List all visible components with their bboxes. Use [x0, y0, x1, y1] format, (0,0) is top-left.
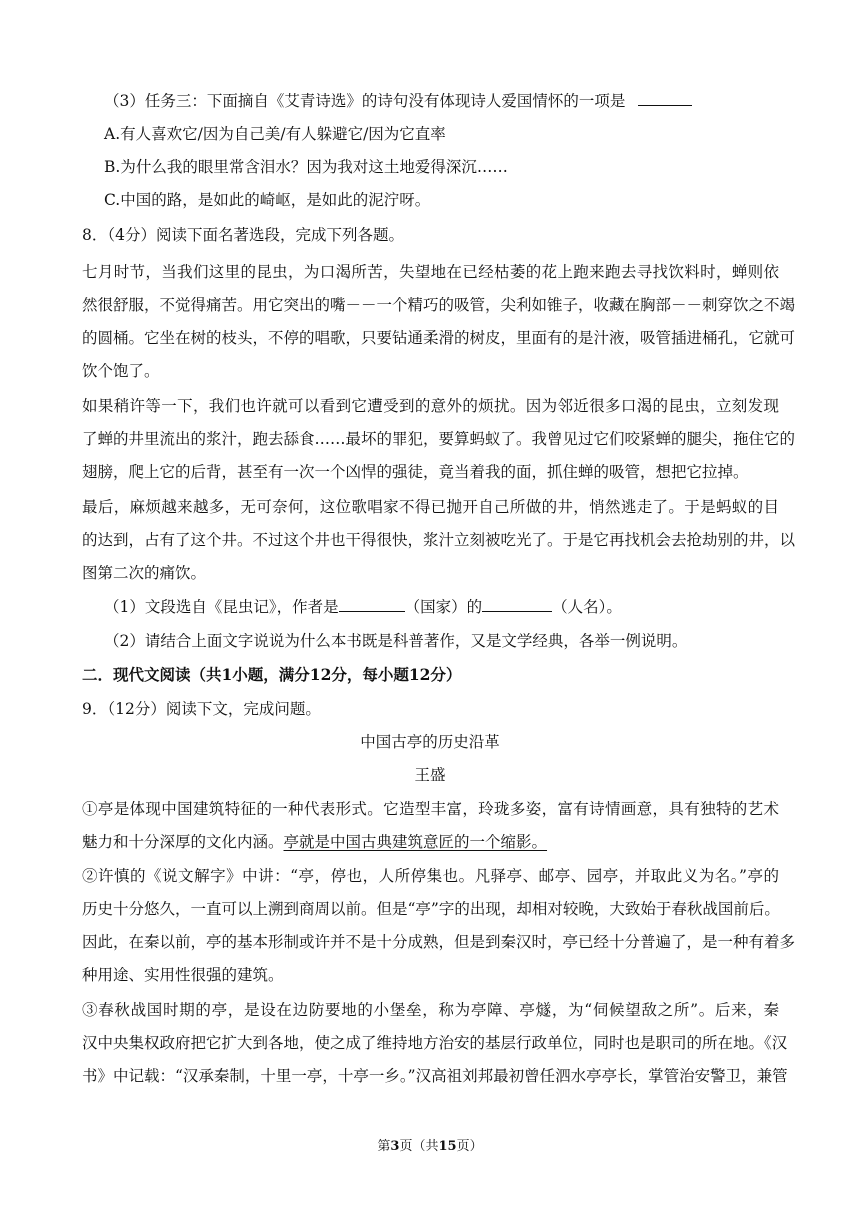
- answer-blank: [638, 103, 692, 106]
- q8-sub1: [104, 600, 622, 616]
- q8-header: 8．（4分）阅读下面名著选段，完成下列各题。: [82, 226, 404, 244]
- q9-p2-line: 因此，在秦以前，亭的基本形制或许并不是十分成熟，但是到秦汉时，亭已经十分普遍了，是一种有着多: [82, 933, 796, 951]
- q8-p3-line: 图第二次的痛饮。: [82, 564, 207, 582]
- q7-task3: [104, 94, 692, 110]
- q8-p1-line: 然很舒服，不觉得痛苦。用它突出的嘴－－一个精巧的吸管，尖利如锥子，收藏在胸部－－刺穿饮之不竭: [82, 296, 796, 314]
- q9-p1-line: ①亭是体现中国建筑特征的一种代表形式。它造型丰富，玲珑多姿，富有诗情画意，具有独特的艺术: [82, 800, 779, 818]
- q8-p2-line: 了蝉的井里流出的浆汁，跑去舔食……最坏的罪犯，要算蚂蚁了。我曾见过它们咬紧蝉的腿尖，拖住它的: [82, 430, 796, 448]
- q9-header: 9．（12分）阅读下文，完成问题。: [82, 700, 321, 718]
- article-title: 中国古亭的历史沿革: [360, 733, 500, 751]
- footer-prefix: 第: [377, 1139, 391, 1154]
- q8-p1-line: 饮个饱了。: [82, 362, 160, 380]
- q7-task3-text: （3）任务三：下面摘自《艾青诗选》的诗句没有体现诗人爱国情怀的一项是: [104, 92, 626, 110]
- q8-p1-line: 七月时节，当我们这里的昆虫，为口渴所苦，失望地在已经枯萎的花上跑来跑去寻找饮料时，蝉则依: [82, 263, 779, 281]
- q8-p3-line: 的达到，占有了这个井。不过这个井也干得很快，浆汁立刻被吃光了。于是它再找机会去抢劫别的井，以: [82, 531, 796, 549]
- q9-p2-line: 历史十分悠久，一直可以上溯到商周以前。但是“亭”字的出现，却相对较晚，大致始于春秋战国前后。: [82, 900, 780, 918]
- author-name-blank: [482, 609, 552, 612]
- q9-p1-underlined-sentence: 亭就是中国古典建筑意匠的一个缩影。: [283, 833, 548, 851]
- q8-p2-line: 翅膀，爬上它的后背，甚至有一次一个凶悍的强徒，竟当着我的面，抓住蝉的吸管，想把它拉掉。: [82, 463, 749, 481]
- q8-p3-line: 最后，麻烦越来越多，无可奈何，这位歌唱家不得已抛开自己所做的井，悄然逃走了。于是蚂蚁的目: [82, 498, 779, 516]
- article-author: 王盛: [414, 766, 446, 784]
- q9-p2-line: ②许慎的《说文解字》中讲：“亭，停也，人所停集也。凡驿亭、邮亭、园亭，并取此义为名。”亭的: [82, 867, 779, 885]
- q9-p1-plain: 魅力和十分深厚的文化内涵。: [82, 833, 284, 851]
- q7-option-a: A.有人喜欢它/因为自己美/有人躲避它/因为它直率: [104, 125, 446, 143]
- q9-p3-line: ③春秋战国时期的亭，是设在边防要地的小堡垒，称为亭障、亭燧，为“伺候望敌之所”。后来，秦: [82, 1001, 779, 1019]
- q8-sub1-text-a: （1）文段选自《昆虫记》，作者是: [104, 598, 339, 616]
- q8-sub2: （2）请结合上面文字说说为什么本书既是科普著作，又是文学经典，各举一例说明。: [104, 632, 688, 650]
- q8-p1-line: 的圆桶。它坐在树的枝头，不停的唱歌，只要钻通柔滑的树皮，里面有的是汁液，吸管插进桶孔，它就可: [82, 329, 796, 347]
- q8-sub1-text-c: （人名）。: [552, 598, 622, 616]
- q9-p3-line: 书》中记载：“汉承秦制，十里一亭，十亭一乡。”汉高祖刘邦最初曾任泗水亭亭长，掌管治安警卫，兼管: [82, 1067, 788, 1085]
- country-blank: [339, 609, 405, 612]
- footer-page-number: 3: [390, 1139, 400, 1154]
- page-footer: [0, 1140, 860, 1153]
- footer-suffix: 页）: [456, 1139, 483, 1154]
- q8-sub1-text-b: （国家）的: [404, 598, 483, 616]
- section2-header: 二．现代文阅读（共1小题，满分12分，每小题12分）: [82, 665, 462, 684]
- q7-option-c: C.中国的路，是如此的崎岖，是如此的泥泞呀。: [104, 191, 431, 209]
- q9-p1-line: [82, 835, 547, 851]
- q8-p2-line: 如果稍许等一下，我们也许就可以看到它遭受到的意外的烦扰。因为邻近很多口渴的昆虫，立刻发现: [82, 397, 779, 415]
- q7-option-b: B.为什么我的眼里常含泪水？因为我对这土地爱得深沉……: [104, 158, 508, 176]
- q9-p2-line: 种用途、实用性很强的建筑。: [82, 966, 284, 984]
- q9-p3-line: 汉中央集权政府把它扩大到各地，使之成了维持地方治安的基层行政单位，同时也是职司的所在地。《汉: [82, 1034, 788, 1052]
- footer-page-total: 15: [438, 1139, 457, 1154]
- footer-mid: 页（共: [399, 1139, 439, 1154]
